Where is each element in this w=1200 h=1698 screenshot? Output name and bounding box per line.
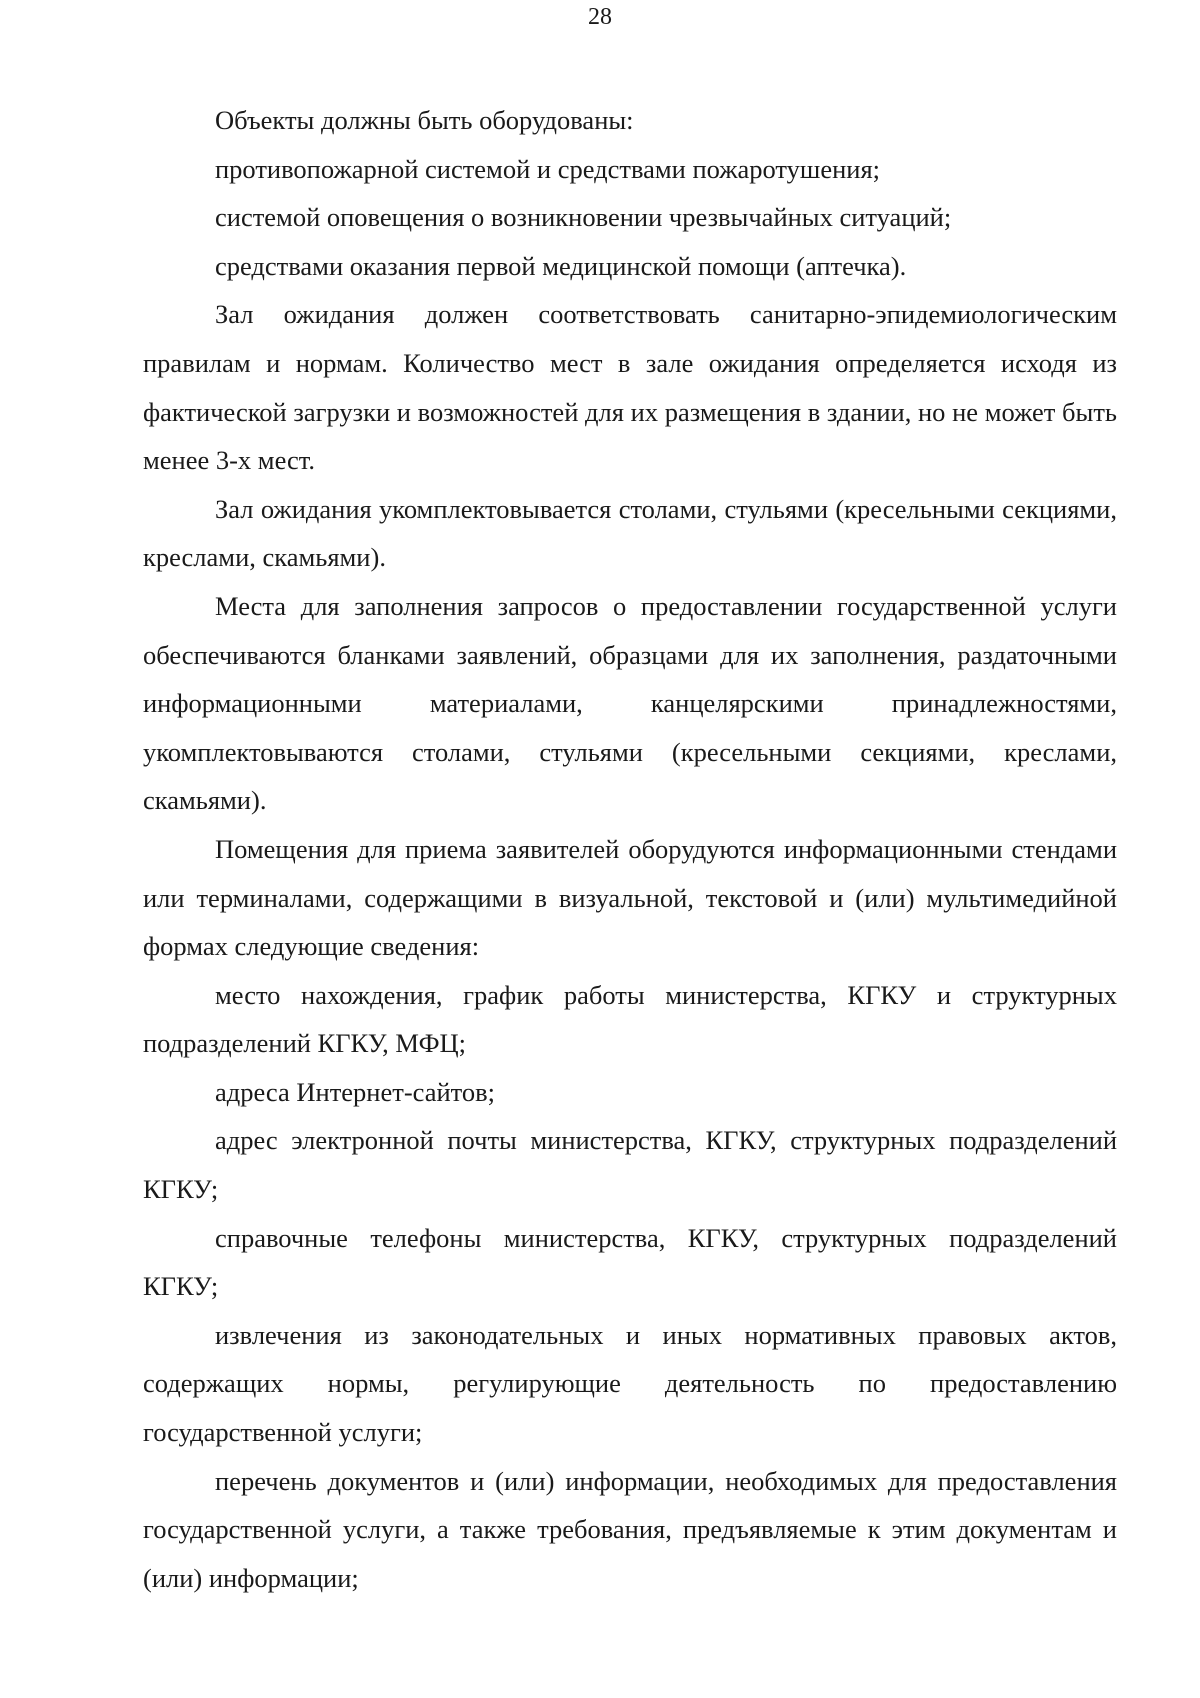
paragraph-location-schedule: место нахождения, график работы министерства, КГКУ и структурных подразделений КГКУ, МФЦ; [143,979,1117,1059]
paragraph-fire-system: противопожарной системой и средствами пожаротушения; [215,153,880,184]
paragraph-reference-phones: справочные телефоны министерства, КГКУ, структурных подразделений КГКУ; [143,1222,1117,1302]
paragraph-first-aid: средствами оказания первой медицинской помощи (аптечка). [215,250,907,281]
paragraph-info-stands: Помещения для приема заявителей оборудуются информационными стендами или терминалами, содержащими в визуальной, текстовой и (или) мультимедийной формах следующие сведения: [143,833,1117,962]
paragraph-alert-system: системой оповещения о возникновении чрезвычайных ситуаций; [215,202,952,233]
paragraph-legal-extracts: извлечения из законодательных и иных нормативных правовых актов, содержащих нормы, регулирующие деятельность по предоставлению государственной услуги; [143,1319,1117,1448]
paragraph-email-addresses: адрес электронной почты министерства, КГКУ, структурных подразделений КГКУ; [143,1125,1117,1205]
paragraph-website-addresses: адреса Интернет-сайтов; [215,1076,496,1107]
paragraph-waiting-hall-furniture: Зал ожидания укомплектовывается столами, стульями (кресельными секциями, креслами, скамьями). [143,493,1117,573]
paragraph-document-list: перечень документов и (или) информации, необходимых для предоставления государственной услуги, а также требования, предъявляемые к этим документам и (или) информации; [143,1465,1117,1593]
paragraph-waiting-hall-norms: Зал ожидания должен соответствовать санитарно-эпидемиологическим правилам и нормам. Количество мест в зале ожидания определяется исходя из фактической загрузки и возможностей для их размещения в здании, но не может быть менее 3-х мест. [143,299,1117,476]
paragraph-objects-equipped: Объекты должны быть оборудованы: [215,105,634,135]
document-body [143,96,1117,1602]
paragraph-request-places: Места для заполнения запросов о предоставлении государственной услуги обеспечиваются бланками заявлений, образцами для их заполнения, раздаточными информационными материалами, канцелярскими принадлежностями, укомплектовываются столами, стульями (кресельными секциями, креслами, скамьями). [143,590,1117,816]
page-number: 28 [588,4,612,30]
